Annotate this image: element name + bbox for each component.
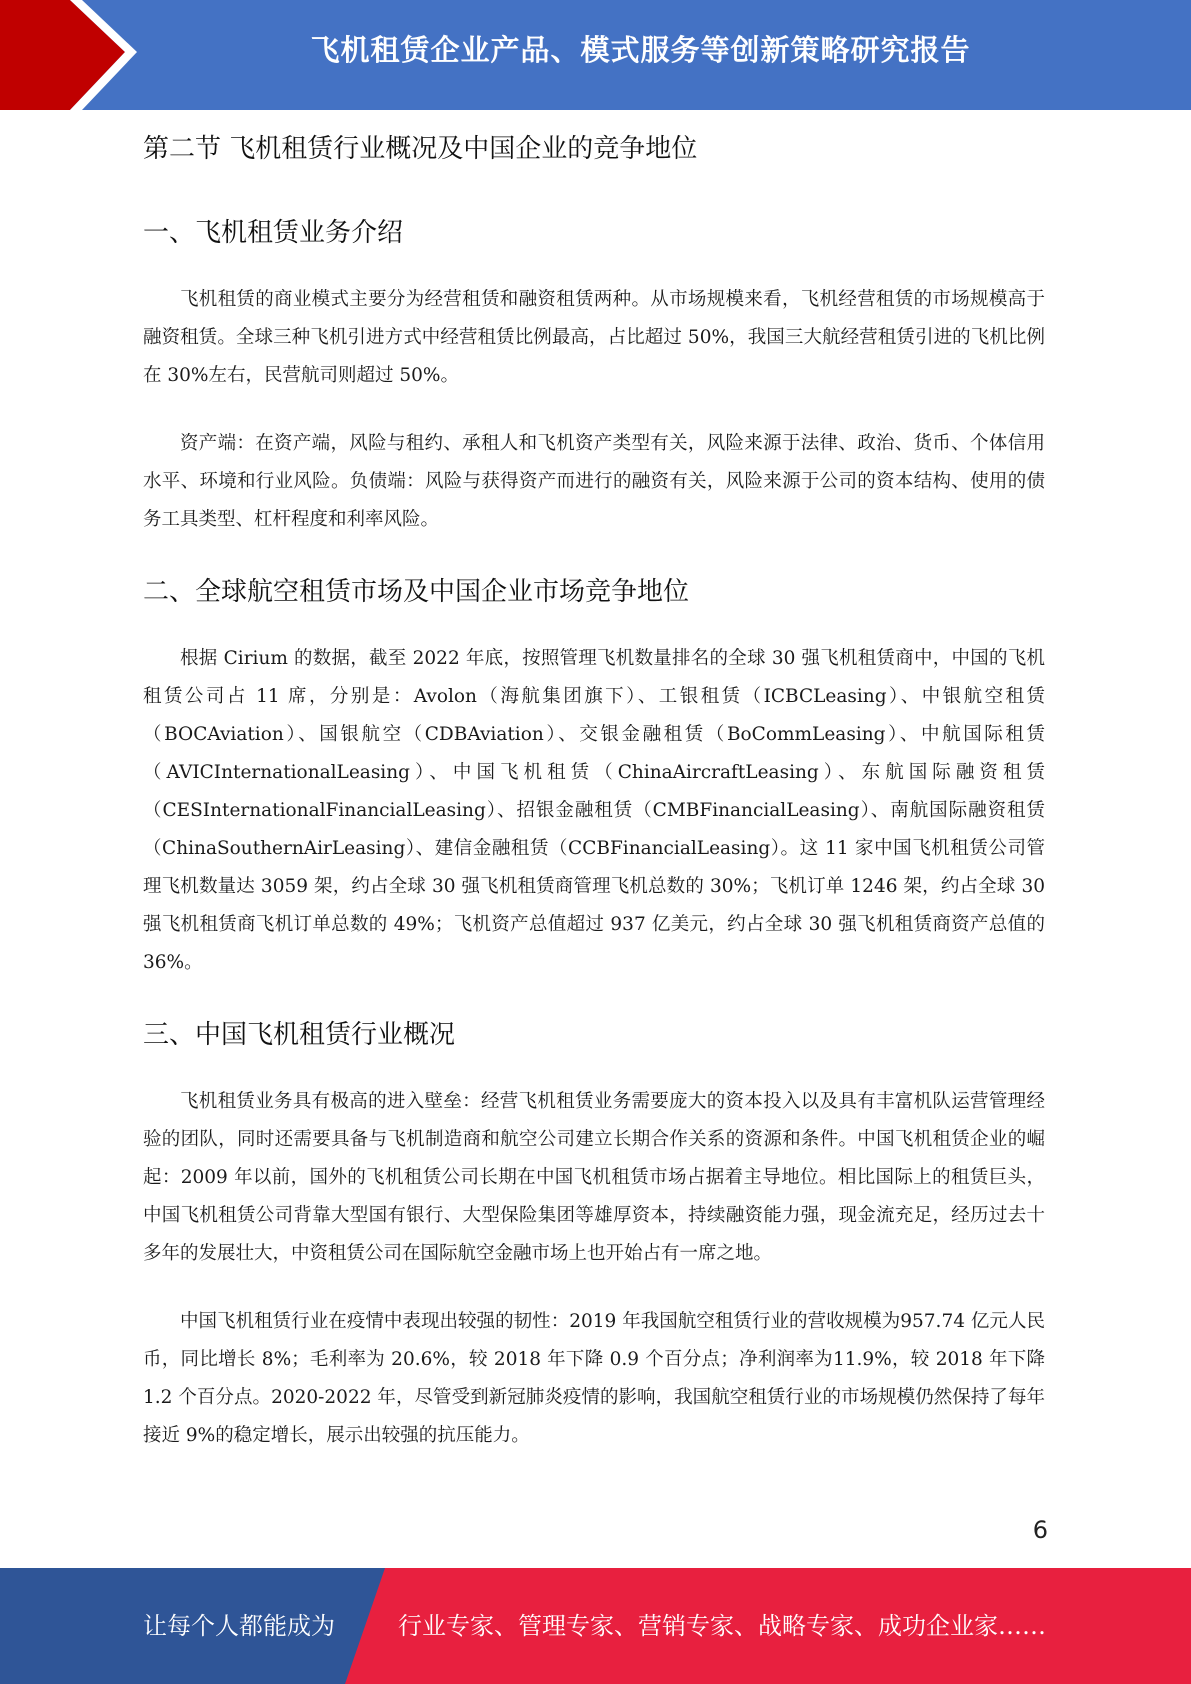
paragraph-resilience: 中国飞机租赁行业在疫情中表现出较强的韧性：2019 年我国航空租赁行业的营收规模为957.74 亿元人民币，同比增长 8%；毛利率为 20.6%，较 2018 年下降 0.9 个百分点；净利润率为11.9%，较 2018 年下降 1.2 个百分点。2020-2022 年，尽管受到新冠肺炎疫情的影响，我国航空租赁行业的市场规模仍然保持了每年接近 9%的稳定增长，展示出较强的抗压能力。 — [143, 1311, 1045, 1446]
footer-slogan-right: 行业专家、管理专家、营销专家、战略专家、成功企业家…… — [398, 1612, 1046, 1640]
section-title: 第二节 飞机租赁行业概况及中国企业的竞争地位 — [143, 134, 698, 164]
header-banner — [0, 0, 1191, 110]
footer-slogan-left: 让每个人都能成为 — [143, 1612, 335, 1640]
paragraph-global-market: 根据 Cirium 的数据，截至 2022 年底，按照管理飞机数量排名的全球 30 强飞机租赁商中，中国的飞机租赁公司占 11 席，分别是：Avolon（海航集团旗下）、工银租赁（ICBCLeasing）、中银航空租赁（BOCAviation）、国银航空（CDBAviation）、交银金融租赁（BoCommLeasing）、中航国际租赁（AVICInternationalLeasing）、中国飞机租赁（ChinaAircraftLeasing）、东航国际融资租赁（CESInternationalFinancialLeasing）、招银金融租赁（CMBFinancialLeasing）、南航国际融资租赁（ChinaSouthernAirLeasing）、建信金融租赁（CCBFinancialLeasing）。这 11 家中国飞机租赁公司管理飞机数量达 3059 架，约占全球 30 强飞机租赁商管理飞机总数的 30%；飞机订单 1246 架，约占全球 30 强飞机租赁商飞机订单总数的 49%；飞机资产总值超过 937 亿美元，约占全球 30 强飞机租赁商资产总值的 36%。 — [143, 648, 1045, 973]
subsection-title-2: 二、全球航空租赁市场及中国企业市场竞争地位 — [143, 577, 690, 607]
subsection-title-1: 一、飞机租赁业务介绍 — [143, 218, 404, 248]
document-body — [143, 126, 1045, 1485]
paragraph-leasing-models: 飞机租赁的商业模式主要分为经营租赁和融资租赁两种。从市场规模来看，飞机经营租赁的市场规模高于融资租赁。全球三种飞机引进方式中经营租赁比例最高，占比超过 50%，我国三大航经营租赁引进的飞机比例在 30%左右，民营航司则超过 50%。 — [143, 289, 1045, 386]
page-number: 6 — [1032, 1516, 1048, 1544]
footer-banner — [0, 1568, 1191, 1684]
subsection-title-3: 三、中国飞机租赁行业概况 — [143, 1020, 456, 1050]
paragraph-asset-liability-risk: 资产端：在资产端，风险与租约、承租人和飞机资产类型有关，风险来源于法律、政治、货币、个体信用水平、环境和行业风险。负债端：风险与获得资产而进行的融资有关，风险来源于公司的资本结构、使用的债务工具类型、杠杆程度和利率风险。 — [143, 433, 1045, 530]
header-title: 飞机租赁企业产品、模式服务等创新策略研究报告 — [310, 33, 971, 67]
paragraph-china-overview: 飞机租赁业务具有极高的进入壁垒：经营飞机租赁业务需要庞大的资本投入以及具有丰富机队运营管理经验的团队，同时还需要具备与飞机制造商和航空公司建立长期合作关系的资源和条件。中国飞机租赁企业的崛起：2009 年以前，国外的飞机租赁公司长期在中国飞机租赁市场占据着主导地位。相比国际上的租赁巨头，中国飞机租赁公司背靠大型国有银行、大型保险集团等雄厚资本，持续融资能力强，现金流充足，经历过去十多年的发展壮大，中资租赁公司在国际航空金融市场上也开始占有一席之地。 — [143, 1091, 1045, 1264]
header-arrow-decoration — [0, 0, 160, 110]
